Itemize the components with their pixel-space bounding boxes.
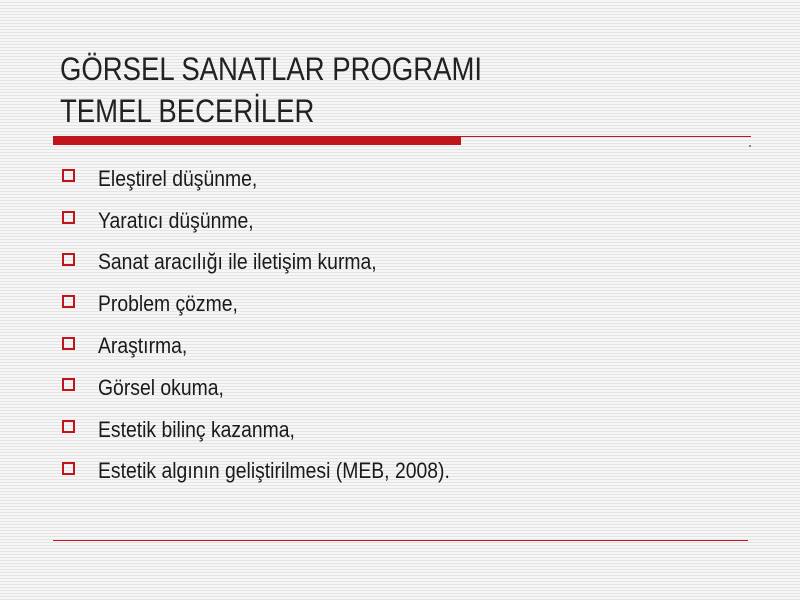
bullet-item-4 [62,283,498,325]
bullet-text: Estetik algının geliştirilmesi (MEB, 2008). [98,458,450,484]
square-bullet-icon [62,378,75,391]
footer-divider [53,540,748,541]
bullet-text: Sanat aracılığı ile iletişim kurma, [98,249,377,275]
square-bullet-icon [62,337,75,350]
title-divider-end-mark [749,145,751,147]
bullet-text: Araştırma, [98,333,188,359]
bullet-item-2 [62,200,498,242]
bullet-item-8 [62,451,498,493]
bullet-text: Eleştirel düşünme, [98,165,258,191]
square-bullet-icon [62,169,75,182]
square-bullet-icon [62,295,75,308]
bullet-item-5 [62,325,498,367]
bullet-item-6 [62,367,498,409]
square-bullet-icon [62,211,75,224]
square-bullet-icon [62,253,75,266]
bullet-text: Estetik bilinç kazanma, [98,416,295,442]
square-bullet-icon [62,462,75,475]
slide-title [60,48,662,132]
bullet-text: Problem çözme, [98,291,238,317]
bullet-list [62,158,498,492]
title-line-2: TEMEL BECERİLER [60,93,315,129]
title-line-1: GÖRSEL SANATLAR PROGRAMI [60,51,483,87]
title-divider-thick-bar [53,136,461,145]
bullet-text: Görsel okuma, [98,374,224,400]
bullet-text: Yaratıcı düşünme, [98,207,254,233]
bullet-item-1 [62,158,498,200]
bullet-item-3 [62,242,498,284]
bullet-item-7 [62,409,498,451]
square-bullet-icon [62,420,75,433]
title-divider [53,134,751,148]
